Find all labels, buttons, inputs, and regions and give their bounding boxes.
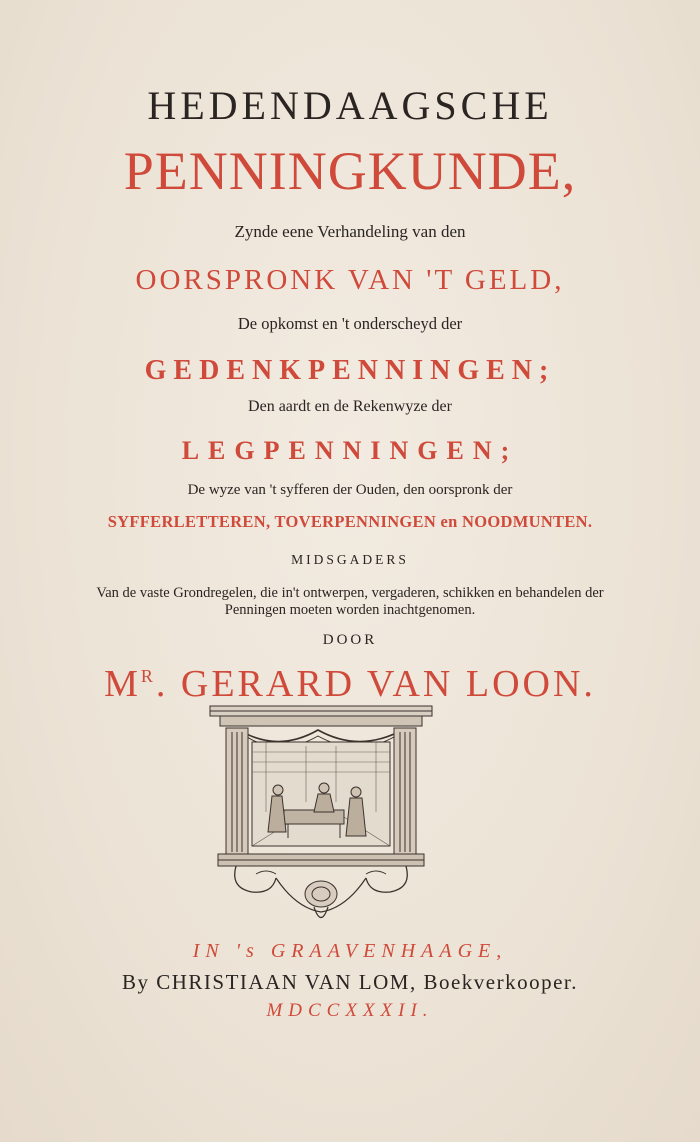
heading-5: SYFFERLETTEREN, TOVERPENNINGEN en NOODMUNTEN. — [107, 512, 593, 531]
subtitle-4: De wyze van 't syfferen der Ouden, den oorspronk der — [187, 482, 513, 498]
imprint-year: MDCCXXXII. — [266, 1000, 434, 1021]
description-line-1: Van de vaste Grondregelen, die in't ontwerpen, vergaderen, schikken en behandelen der — [96, 585, 604, 601]
author-name-text: . GERARD VAN LOON. — [155, 663, 596, 705]
author-prefix-sup: R — [140, 666, 156, 686]
subtitle-3: Den aardt en de Rekenwyze der — [248, 398, 452, 415]
description-line-2: Penningen moeten worden inachtgenomen. — [224, 602, 476, 618]
subtitle-1: Zynde eene Verhandeling van den — [234, 222, 466, 241]
door-label: DOOR — [322, 632, 378, 648]
imprint-printer: By CHRISTIAAN VAN LOM, Boekverkooper. — [121, 970, 579, 994]
heading-2: OORSPRONK VAN 'T GELD, — [135, 264, 565, 296]
subtitle-2: De opkomst en 't onderscheyd der — [237, 314, 463, 333]
title-line-2: PENNINGKUNDE, — [123, 141, 577, 201]
heading-4: LEGPENNINGEN; — [181, 436, 519, 465]
title-line-1: HEDENDAAGSCHE — [147, 83, 553, 128]
engraved-vignette-image — [206, 702, 436, 932]
author-prefix: M — [104, 663, 141, 705]
author-name — [0, 662, 700, 706]
imprint-place: IN 's GRAAVENHAAGE, — [192, 940, 508, 962]
heading-3: GEDENKPENNINGEN; — [144, 355, 556, 386]
midsgaders-label: MIDSGADERS — [291, 552, 409, 567]
